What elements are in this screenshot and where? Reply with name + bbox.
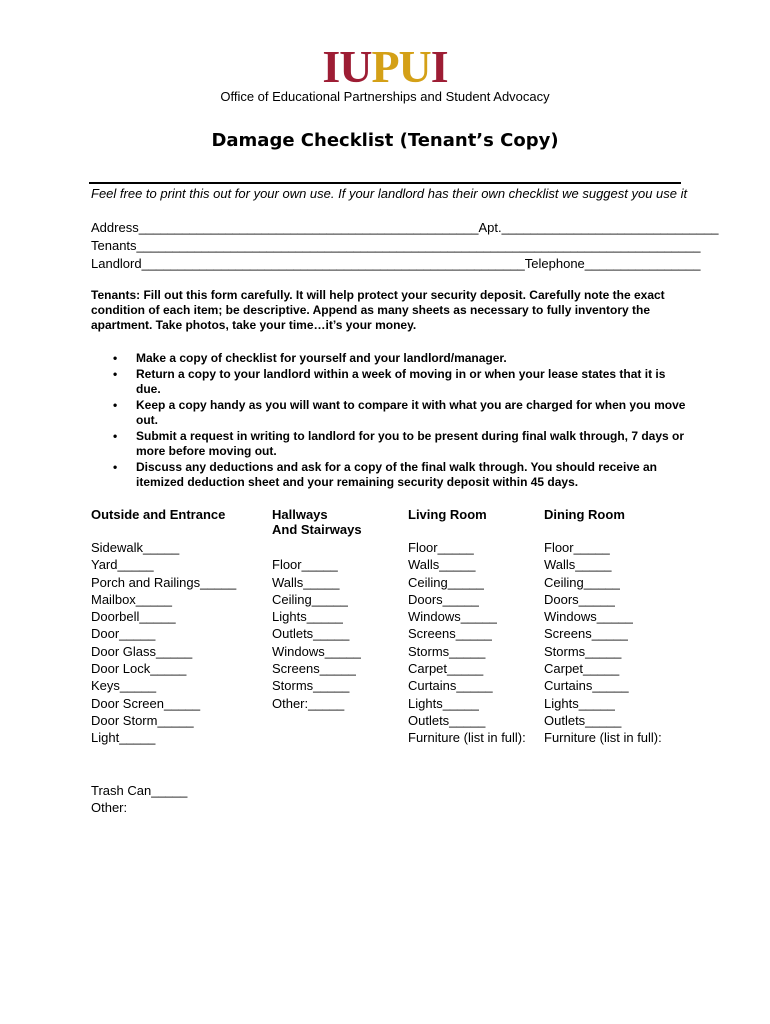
checklist-item: Outlets_____ bbox=[544, 712, 622, 728]
landlord-field: Landlord_____________________________________________________Telephone________________ bbox=[91, 256, 701, 271]
column-header-line: And Stairways bbox=[272, 522, 362, 537]
checklist-item: Door Glass_____ bbox=[91, 643, 193, 659]
office-name: Office of Educational Partnerships and Student Advocacy bbox=[220, 89, 550, 104]
instructions-paragraph: Tenants: Fill out this form carefully. It will help protect your security deposit. Carefully note the exact condition of each item; be descriptive. Append as many sheets as necessary to fully inventory the apartment. Take photos, take your time…it’s your money. bbox=[91, 288, 665, 332]
list-item bbox=[91, 367, 691, 397]
bullet-icon: • bbox=[113, 398, 118, 412]
living-room-column bbox=[408, 507, 538, 747]
bullet-text: Make a copy of checklist for yourself and your landlord/manager. bbox=[136, 351, 507, 365]
column-header: Living Room bbox=[408, 507, 487, 522]
checklist-item: Keys_____ bbox=[91, 678, 157, 694]
outside-entrance-column bbox=[91, 507, 266, 816]
checklist-items bbox=[544, 539, 684, 747]
bullet-text: Return a copy to your landlord within a week of moving in or when your lease states that it is due. bbox=[136, 367, 666, 396]
logo-i-text: I bbox=[430, 41, 448, 92]
column-header-line: Hallways bbox=[272, 507, 328, 522]
intro-text: Feel free to print this out for your own use. If your landlord has their own checklist we suggest you use it bbox=[91, 186, 688, 201]
checklist-item: Storms_____ bbox=[544, 643, 622, 659]
checklist-item: Doors_____ bbox=[544, 591, 615, 607]
iupui-logo bbox=[0, 41, 770, 92]
checklist-item: Curtains_____ bbox=[408, 678, 493, 694]
page-title: Damage Checklist (Tenant’s Copy) bbox=[211, 130, 559, 151]
checklist-item: Light_____ bbox=[91, 730, 156, 746]
checklist-item: Lights_____ bbox=[272, 609, 343, 625]
hallways-column bbox=[272, 507, 402, 712]
checklist-item: Outlets_____ bbox=[272, 626, 350, 642]
list-item bbox=[91, 460, 691, 490]
checklist-item: Windows_____ bbox=[408, 609, 497, 625]
bullet-icon: • bbox=[113, 429, 118, 443]
list-item bbox=[91, 429, 691, 459]
bullet-text: Keep a copy handy as you will want to compare it with what you are charged for when you move out. bbox=[136, 398, 686, 427]
checklist-item: Door_____ bbox=[91, 626, 156, 642]
checklist-item: Door Lock_____ bbox=[91, 661, 187, 677]
checklist-item: Walls_____ bbox=[408, 557, 476, 573]
checklist-item: Ceiling_____ bbox=[272, 591, 348, 607]
list-item bbox=[91, 398, 691, 428]
checklist-item: Ceiling_____ bbox=[408, 574, 484, 590]
checklist-item: Lights_____ bbox=[544, 695, 615, 711]
checklist-item: Yard_____ bbox=[91, 557, 154, 573]
logo-pu-text: PU bbox=[371, 41, 431, 92]
checklist-item: Doors_____ bbox=[408, 591, 479, 607]
checklist-item: Lights_____ bbox=[408, 695, 479, 711]
checklist-item: Screens_____ bbox=[408, 626, 492, 642]
checklist-item: Screens_____ bbox=[544, 626, 628, 642]
checklist-item: Other:_____ bbox=[272, 695, 345, 711]
checklist-items bbox=[91, 539, 266, 816]
checklist-item: Furniture (list in full): bbox=[408, 730, 526, 746]
checklist-item: Other: bbox=[91, 799, 128, 815]
tenants-field: Tenants______________________________________________________________________________ bbox=[91, 238, 701, 253]
column-header: Dining Room bbox=[544, 507, 625, 522]
column-header: Outside and Entrance bbox=[91, 507, 226, 522]
bullet-icon: • bbox=[113, 351, 118, 365]
bullet-list bbox=[91, 351, 691, 491]
checklist-items bbox=[272, 539, 402, 712]
checklist-item: Windows_____ bbox=[544, 609, 633, 625]
checklist-items bbox=[408, 539, 538, 747]
checklist-item: Carpet_____ bbox=[408, 661, 484, 677]
checklist-item: Floor_____ bbox=[408, 540, 474, 555]
bullet-icon: • bbox=[113, 367, 118, 381]
list-item bbox=[91, 351, 691, 366]
checklist-item: Floor_____ bbox=[544, 540, 610, 555]
bullet-text: Discuss any deductions and ask for a copy of the final walk through. You should receive an itemized deduction sheet and your remaining security deposit within 45 days. bbox=[136, 460, 658, 489]
checklist-item: Carpet_____ bbox=[544, 661, 620, 677]
checklist-item: Walls_____ bbox=[544, 557, 612, 573]
checklist-item: Trash Can_____ bbox=[91, 782, 188, 798]
checklist-item: Ceiling_____ bbox=[544, 574, 620, 590]
bullet-text: Submit a request in writing to landlord for you to be present during final walk through, 7 days or more before moving out. bbox=[136, 429, 685, 458]
checklist-item: Screens_____ bbox=[272, 661, 356, 677]
checklist-item: Door Storm_____ bbox=[91, 712, 194, 728]
checklist-item: Storms_____ bbox=[272, 678, 350, 694]
checklist-item: Door Screen_____ bbox=[91, 695, 201, 711]
logo-iu-text: IU bbox=[322, 41, 372, 92]
checklist-item: Mailbox_____ bbox=[91, 591, 172, 607]
checklist-item: Furniture (list in full): bbox=[544, 730, 662, 746]
checklist-item: Windows_____ bbox=[272, 643, 361, 659]
checklist-item: Floor_____ bbox=[272, 557, 338, 573]
column-header bbox=[272, 507, 402, 539]
checklist-item: Curtains_____ bbox=[544, 678, 629, 694]
dining-room-column bbox=[544, 507, 684, 747]
checklist-item: Storms_____ bbox=[408, 643, 486, 659]
bullet-icon: • bbox=[113, 460, 118, 474]
divider-line bbox=[89, 182, 681, 184]
checklist-item: Outlets_____ bbox=[408, 712, 486, 728]
address-field: Address_______________________________________________Apt.______________________________ bbox=[91, 220, 719, 235]
checklist-item: Porch and Railings_____ bbox=[91, 574, 237, 590]
checklist-item: Walls_____ bbox=[272, 574, 340, 590]
checklist-item: Sidewalk_____ bbox=[91, 540, 180, 555]
checklist-item: Doorbell_____ bbox=[91, 609, 176, 625]
